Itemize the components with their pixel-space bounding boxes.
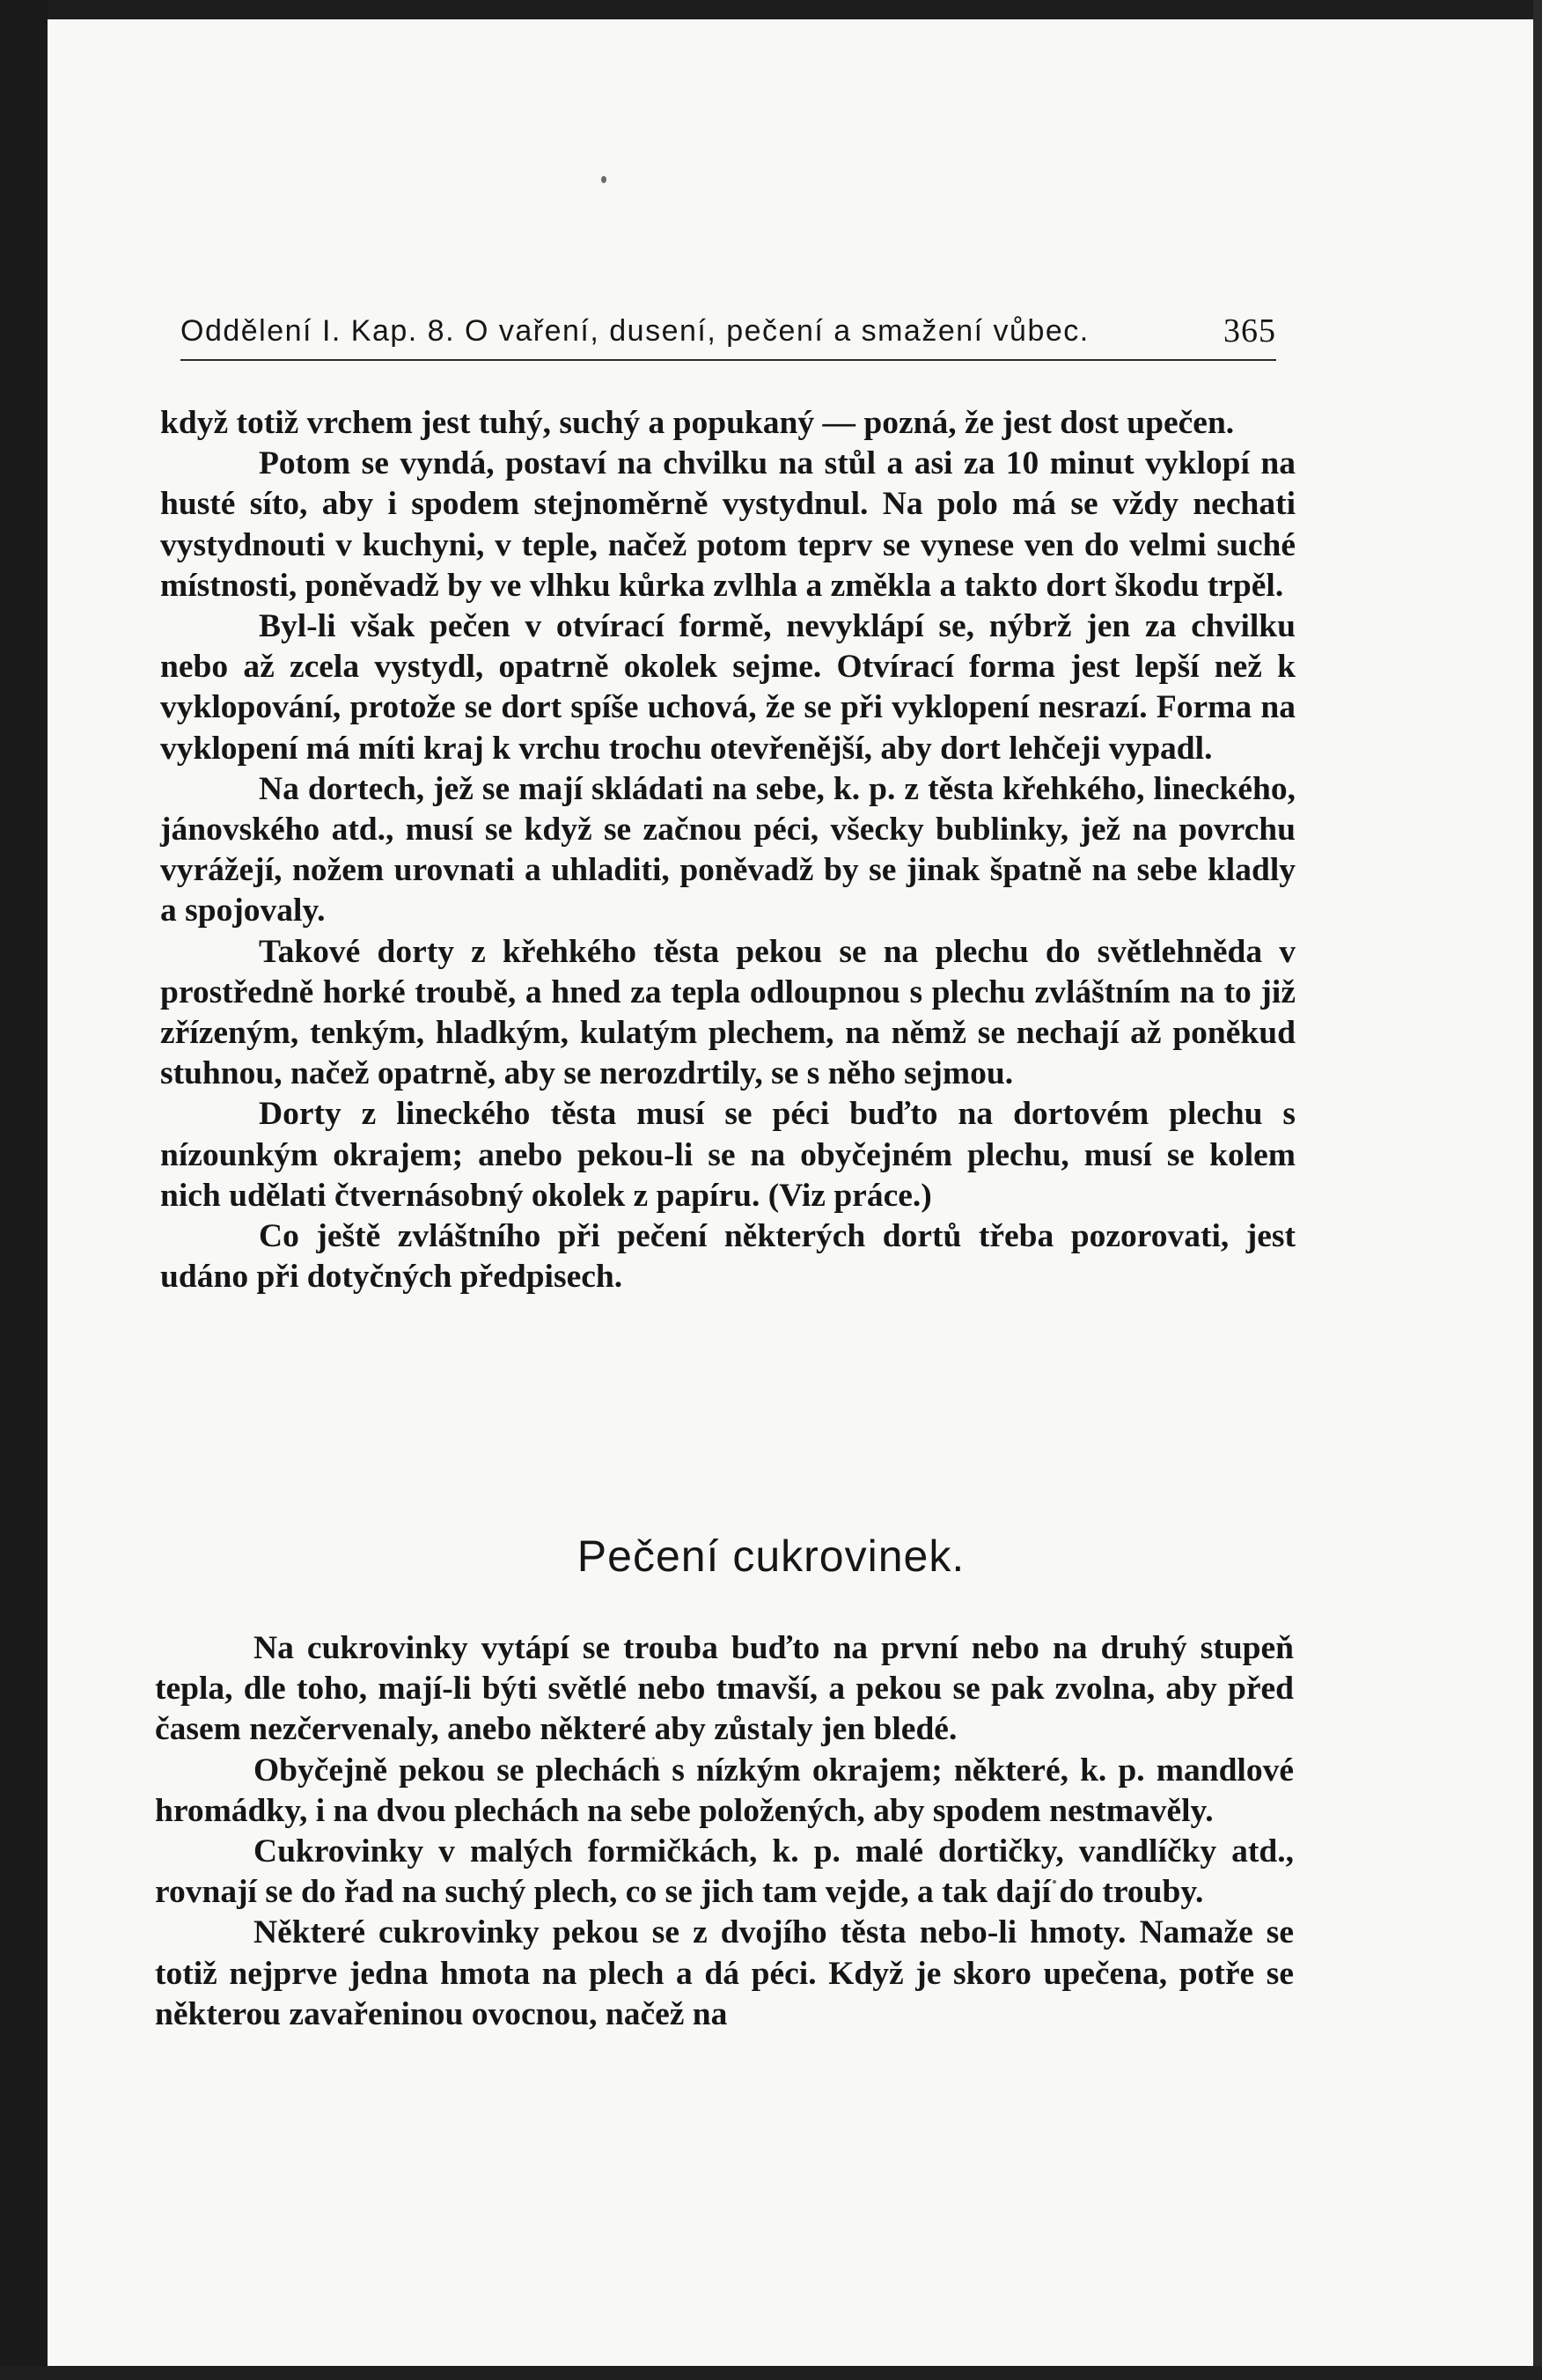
- paragraph: Takové dorty z křehkého těsta pekou se na plechu do světlehněda v prostředně horké troubě, a hned za tepla odloupnou s plechu zvláštním na to již zřízeným, tenkým, hladkým, kulatým plechem, na němž se nechají až poněkud stuhnou, načež opatrně, aby se nerozdrtily, se s něho sejmou.: [160, 933, 1296, 1092]
- scan-border-top: [0, 0, 1542, 19]
- section-heading: Pečení cukrovinek.: [576, 1532, 966, 1581]
- scan-speck: [601, 176, 606, 183]
- header-title: Oddělení I. Kap. 8. O vaření, dusení, pečení a smažení vůbec.: [180, 314, 1090, 348]
- body-text-bottom: [155, 1628, 1294, 2035]
- paragraph: Co ještě zvláštního při pečení některých dortů třeba pozorovati, jest udáno při dotyčných předpisech.: [160, 1218, 1296, 1296]
- scan-border-bottom: [0, 2366, 1542, 2380]
- page-number: 365: [1223, 312, 1276, 349]
- running-header: [180, 313, 1276, 361]
- paragraph: Potom se vyndá, postaví na chvilku na stůl a asi za 10 minut vyklopí na husté síto, aby i spodem stejnoměrně vystydnul. Na polo má se vždy nechati vystydnouti v kuchyni, v teple, načež potom teprv se vynese ven do velmi suché místnosti, poněvadž by ve vlhku kůrka zvlhla a změkla a takto dort škodu trpěl.: [160, 445, 1296, 604]
- scan-border-right: [1533, 0, 1542, 2380]
- paragraph: Na dortech, jež se mají skládati na sebe, k. p. z těsta křehkého, lineckého, jánovského atd., musí se když se začnou péci, všecky bublinky, jež na povrchu vyrážejí, nožem urovnati a uhladiti, poněvadž by se jinak špatně na sebe kladly a spojovaly.: [160, 770, 1296, 929]
- paragraph: Některé cukrovinky pekou se z dvojího těsta nebo-li hmoty. Namaže se totiž nejprve jedna hmota na plech a dá péci. Když je skoro upečena, potře se některou zavařeninou ovocnou, načež na: [155, 1914, 1294, 2032]
- paragraph: Obyčejně pekou se plechách s nízkým okrajem; některé, k. p. mandlové hromádky, i na dvou plechách na sebe položených, aby spodem nestmavěly.: [155, 1752, 1294, 1829]
- paragraph: Cukrovinky v malých formičkách, k. p. malé dortičky, vandlíčky atd., rovnají se do řad na suchý plech, co se jich tam vejde, a tak dají do trouby.: [155, 1833, 1294, 1911]
- scan-border-left: [0, 0, 48, 2380]
- paragraph: Na cukrovinky vytápí se trouba buďto na první nebo na druhý stupeň tepla, dle toho, mají-li býti světlé nebo tmavší, a pekou se pak zvolna, aby před časem nezčervenaly, anebo některé aby zůstaly jen bledé.: [155, 1630, 1294, 1748]
- paragraph: Byl-li však pečen v otvírací formě, nevyklápí se, nýbrž jen za chvilku nebo až zcela vystydl, opatrně okolek sejme. Otvírací forma jest lepší než k vyklopování, protože se dort spíše uchová, že se při vyklopení nesrazí. Forma na vyklopení má míti kraj k vrchu trochu otevřenější, aby dort lehčeji vypadl.: [160, 608, 1296, 767]
- paragraph: když totiž vrchem jest tuhý, suchý a popukaný — pozná, že jest dost upečen.: [160, 405, 1235, 441]
- paragraph: Dorty z lineckého těsta musí se péci buďto na dortovém plechu s nízounkým okrajem; anebo pekou-li se na obyčejném plechu, musí se kolem nich udělati čtvernásobný okolek z papíru. (Viz práce.): [160, 1096, 1296, 1214]
- body-text-top: [160, 403, 1296, 1297]
